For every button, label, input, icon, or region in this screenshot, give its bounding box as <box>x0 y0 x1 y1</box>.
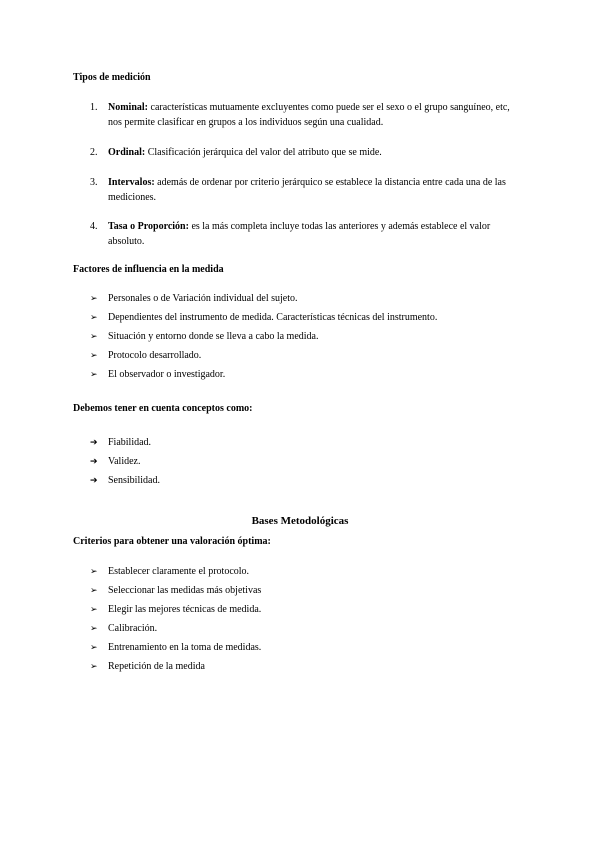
conceptos-heading: Debemos tener en cuenta conceptos como: <box>73 403 253 414</box>
arrowhead-icon: ➢ <box>90 586 98 596</box>
factores-item <box>90 292 298 306</box>
bases-item <box>90 622 157 636</box>
bases-item <box>90 565 249 579</box>
arrow-right-icon: ➔ <box>90 438 98 448</box>
tipos-item-1 <box>90 100 520 130</box>
item-term: Tasa o Proporción: <box>108 221 189 232</box>
bases-item <box>90 641 261 655</box>
item-term: Ordinal: <box>108 147 146 158</box>
list-item-text: Establecer claramente el protocolo. <box>108 566 250 577</box>
item-number: 3. <box>90 177 98 188</box>
arrowhead-icon: ➢ <box>90 662 98 672</box>
list-item-text: Repetición de la medida <box>108 661 205 672</box>
list-item-text: Personales o de Variación individual del sujeto. <box>108 293 298 304</box>
arrowhead-icon: ➢ <box>90 605 98 615</box>
list-item-text: Validez. <box>108 456 141 467</box>
bases-item <box>90 660 205 674</box>
factores-item <box>90 311 437 325</box>
list-item-text: Situación y entorno donde se lleva a cabo la medida. <box>108 331 319 342</box>
tipos-item-3 <box>90 175 520 205</box>
arrowhead-icon: ➢ <box>90 370 98 380</box>
arrowhead-icon: ➢ <box>90 567 98 577</box>
list-item-text: Seleccionar las medidas más objetivas <box>108 585 262 596</box>
item-number: 2. <box>90 147 98 158</box>
bases-item <box>90 584 261 598</box>
list-item-text: Calibración. <box>108 623 158 634</box>
arrow-right-icon: ➔ <box>90 476 98 486</box>
item-term: Intervalos: <box>108 177 155 188</box>
arrowhead-icon: ➢ <box>90 332 98 342</box>
arrowhead-icon: ➢ <box>90 313 98 323</box>
arrowhead-icon: ➢ <box>90 294 98 304</box>
list-item-text: Fiabilidad. <box>108 437 152 448</box>
conceptos-item <box>90 436 151 450</box>
conceptos-item <box>90 455 141 469</box>
factores-item <box>90 349 201 363</box>
arrow-right-icon: ➔ <box>90 457 98 467</box>
arrowhead-icon: ➢ <box>90 351 98 361</box>
item-text: además de ordenar por criterio jerárquico se establece la distancia entre cada una de las mediciones. <box>108 177 506 203</box>
item-text: es la más completa incluye todas las anteriores y además establece el valor absoluto. <box>108 221 491 247</box>
list-item-text: Protocolo desarrollado. <box>108 350 202 361</box>
item-term: Nominal: <box>108 102 148 113</box>
bases-title: Bases Metodológicas <box>251 515 349 527</box>
item-number: 1. <box>90 102 98 113</box>
item-number: 4. <box>90 221 98 232</box>
bases-subheading: Criterios para obtener una valoración óptima: <box>73 536 271 547</box>
item-text: características mutuamente excluyentes como puede ser el sexo o el grupo sanguíneo, etc, nos permite clasificar en grupos a los individuos según una cualidad. <box>108 102 510 128</box>
arrowhead-icon: ➢ <box>90 624 98 634</box>
list-item-text: Sensibilidad. <box>108 475 160 486</box>
tipos-heading: Tipos de medición <box>73 72 151 83</box>
tipos-item-2 <box>90 145 520 160</box>
list-item-text: Entrenamiento en la toma de medidas. <box>108 642 262 653</box>
item-text: Clasificación jerárquica del valor del atributo que se mide. <box>145 147 382 158</box>
list-item-text: Dependientes del instrumento de medida. Características técnicas del instrumento. <box>108 312 438 323</box>
factores-item <box>90 330 319 344</box>
list-item-text: Elegir las mejores técnicas de medida. <box>108 604 262 615</box>
list-item-text: El observador o investigador. <box>108 369 226 380</box>
bases-item <box>90 603 261 617</box>
factores-item <box>90 368 225 382</box>
factores-heading: Factores de influencia en la medida <box>73 264 224 275</box>
conceptos-item <box>90 474 160 488</box>
arrowhead-icon: ➢ <box>90 643 98 653</box>
tipos-item-4 <box>90 219 520 249</box>
